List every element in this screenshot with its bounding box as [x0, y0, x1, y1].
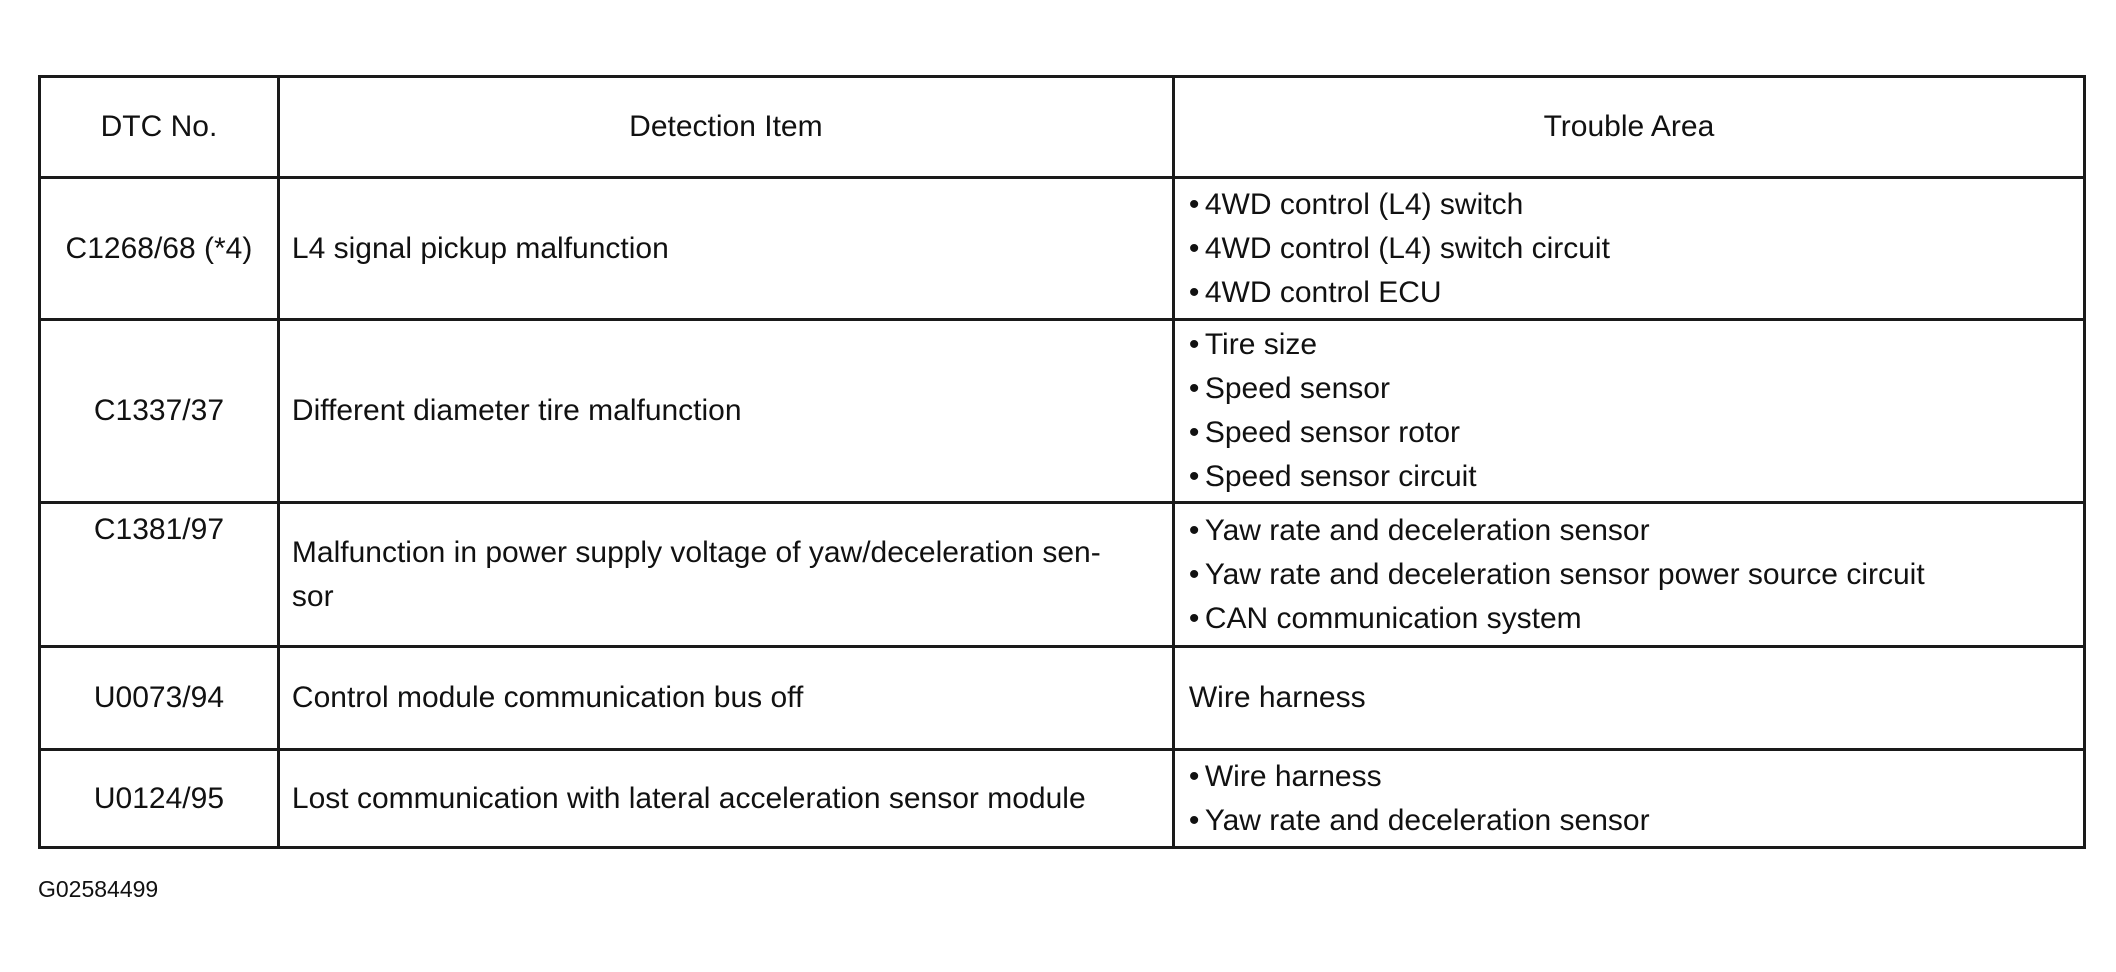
- dtc-code: U0073/94: [40, 647, 279, 750]
- dtc-code: C1337/37: [40, 320, 279, 503]
- trouble-area: Wire harness: [1173, 647, 2084, 750]
- figure-code: G02584499: [38, 876, 159, 902]
- trouble-area-item: • Yaw rate and deceleration sensor: [1189, 509, 2071, 553]
- detection-item-line: Malfunction in power supply voltage of yaw/deceleration sen-: [291, 535, 1101, 569]
- dtc-table: [38, 75, 2086, 849]
- trouble-area: [1173, 320, 2084, 503]
- trouble-area-item: • CAN communication system: [1189, 597, 2071, 641]
- detection-item: [278, 503, 1173, 647]
- trouble-area-list: [1189, 755, 2071, 843]
- trouble-area: [1173, 503, 2084, 647]
- detection-item: Control module communication bus off: [278, 647, 1173, 750]
- table-header-row: [40, 77, 2085, 178]
- trouble-area-item: • Speed sensor circuit: [1189, 455, 2071, 499]
- trouble-area-list: [1189, 323, 2071, 499]
- detection-item: L4 signal pickup malfunction: [278, 178, 1173, 320]
- header-trouble-area: Trouble Area: [1173, 77, 2084, 178]
- trouble-area-list: [1189, 183, 2071, 315]
- trouble-area-item: • Yaw rate and deceleration sensor: [1189, 799, 2071, 843]
- header-dtc-no: DTC No.: [40, 77, 279, 178]
- table-row: [40, 750, 2085, 848]
- detection-item: Different diameter tire malfunction: [278, 320, 1173, 503]
- trouble-area: [1173, 178, 2084, 320]
- dtc-code: U0124/95: [40, 750, 279, 848]
- dtc-code: C1268/68 (*4): [40, 178, 279, 320]
- trouble-area-list: [1189, 509, 2071, 641]
- trouble-area-item: • 4WD control (L4) switch circuit: [1189, 227, 2071, 271]
- table-row: [40, 647, 2085, 750]
- trouble-area-item: • Tire size: [1189, 323, 2071, 367]
- table-row: [40, 320, 2085, 503]
- header-detection-item: Detection Item: [278, 77, 1173, 178]
- detection-item-line: sor: [291, 579, 334, 613]
- trouble-area-item: • Speed sensor rotor: [1189, 411, 2071, 455]
- table-row: [40, 178, 2085, 320]
- trouble-area-item: • Speed sensor: [1189, 367, 2071, 411]
- trouble-area: [1173, 750, 2084, 848]
- trouble-area-item: • Wire harness: [1189, 755, 2071, 799]
- dtc-code: C1381/97: [40, 503, 279, 647]
- trouble-area-item: • 4WD control (L4) switch: [1189, 183, 2071, 227]
- trouble-area-item: • Yaw rate and deceleration sensor power source circuit: [1189, 553, 2071, 597]
- detection-item: Lost communication with lateral acceleration sensor module: [278, 750, 1173, 848]
- table-row: [40, 503, 2085, 647]
- trouble-area-item: • 4WD control ECU: [1189, 271, 2071, 315]
